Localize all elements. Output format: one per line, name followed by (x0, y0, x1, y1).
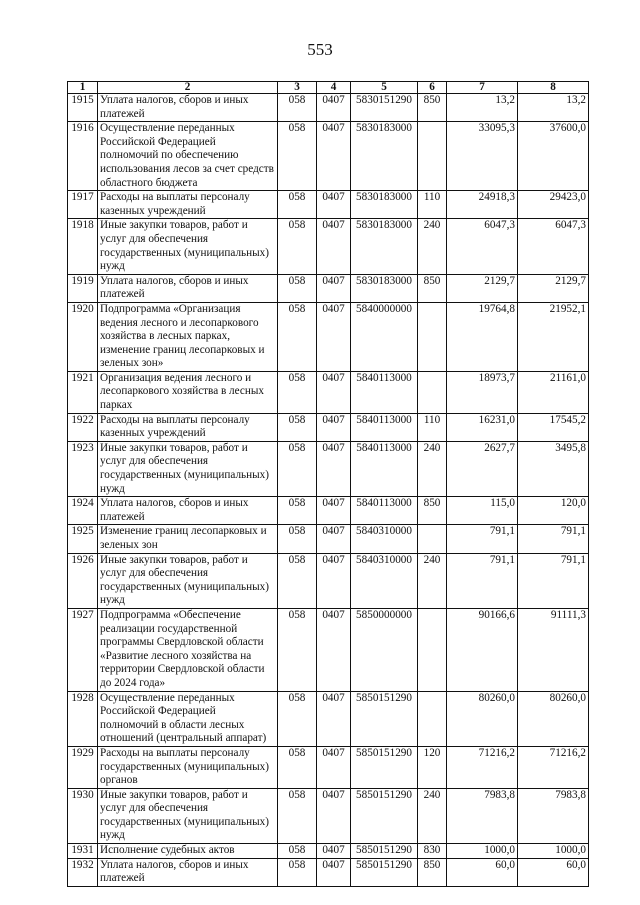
amount-year-1-cell: 1000,0 (447, 844, 518, 859)
amount-year-1-cell: 18973,7 (447, 371, 518, 413)
expense-type-code-cell: 240 (418, 219, 447, 274)
amount-year-2-cell: 1000,0 (518, 844, 589, 859)
ministry-code-cell: 058 (278, 413, 317, 441)
table-row (68, 413, 589, 441)
amount-year-1-cell: 2129,7 (447, 274, 518, 302)
row-number-cell: 1924 (68, 497, 98, 525)
section-code-cell: 0407 (317, 302, 351, 371)
target-article-code-cell: 5850000000 (351, 608, 418, 691)
expense-type-code-cell (418, 608, 447, 691)
target-article-code-cell: 5830183000 (351, 274, 418, 302)
row-number-cell: 1932 (68, 858, 98, 886)
row-number-cell: 1916 (68, 122, 98, 191)
target-article-code-cell: 5850151290 (351, 844, 418, 859)
target-article-code-cell: 5830183000 (351, 122, 418, 191)
header-cell: 7 (447, 82, 518, 94)
ministry-code-cell: 058 (278, 858, 317, 886)
item-name-cell: Иные закупки товаров, работ и услуг для обеспечения государственных (муниципальных) нужд (98, 219, 278, 274)
amount-year-2-cell: 80260,0 (518, 691, 589, 746)
ministry-code-cell: 058 (278, 553, 317, 608)
target-article-code-cell: 5840113000 (351, 413, 418, 441)
ministry-code-cell: 058 (278, 94, 317, 122)
amount-year-1-cell: 2627,7 (447, 441, 518, 496)
ministry-code-cell: 058 (278, 788, 317, 843)
amount-year-1-cell: 24918,3 (447, 191, 518, 219)
table-row (68, 858, 589, 886)
target-article-code-cell: 5840113000 (351, 441, 418, 496)
amount-year-1-cell: 791,1 (447, 525, 518, 553)
row-number-cell: 1928 (68, 691, 98, 746)
ministry-code-cell: 058 (278, 274, 317, 302)
target-article-code-cell: 5830151290 (351, 94, 418, 122)
row-number-cell: 1922 (68, 413, 98, 441)
expense-type-code-cell (418, 371, 447, 413)
section-code-cell: 0407 (317, 691, 351, 746)
ministry-code-cell: 058 (278, 191, 317, 219)
ministry-code-cell: 058 (278, 746, 317, 788)
item-name-cell: Расходы на выплаты персоналу казенных учреждений (98, 413, 278, 441)
expense-type-code-cell: 850 (418, 497, 447, 525)
amount-year-2-cell: 7983,8 (518, 788, 589, 843)
table-row (68, 497, 589, 525)
ministry-code-cell: 058 (278, 302, 317, 371)
row-number-cell: 1920 (68, 302, 98, 371)
section-code-cell: 0407 (317, 497, 351, 525)
header-cell: 4 (317, 82, 351, 94)
amount-year-2-cell: 17545,2 (518, 413, 589, 441)
item-name-cell: Осуществление переданных Российской Федерацией полномочий по обеспечению использования лесов за счет средств областного бюджета (98, 122, 278, 191)
table-row (68, 274, 589, 302)
amount-year-1-cell: 33095,3 (447, 122, 518, 191)
item-name-cell: Расходы на выплаты персоналу казенных учреждений (98, 191, 278, 219)
item-name-cell: Иные закупки товаров, работ и услуг для обеспечения государственных (муниципальных) нужд (98, 441, 278, 496)
section-code-cell: 0407 (317, 746, 351, 788)
row-number-cell: 1915 (68, 94, 98, 122)
amount-year-2-cell: 37600,0 (518, 122, 589, 191)
ministry-code-cell: 058 (278, 525, 317, 553)
item-name-cell: Уплата налогов, сборов и иных платежей (98, 858, 278, 886)
expense-type-code-cell: 850 (418, 274, 447, 302)
amount-year-2-cell: 21161,0 (518, 371, 589, 413)
header-cell: 3 (278, 82, 317, 94)
target-article-code-cell: 5850151290 (351, 746, 418, 788)
row-number-cell: 1919 (68, 274, 98, 302)
item-name-cell: Организация ведения лесного и лесопаркового хозяйства в лесных парках (98, 371, 278, 413)
item-name-cell: Изменение границ лесопарковых и зеленых зон (98, 525, 278, 553)
section-code-cell: 0407 (317, 858, 351, 886)
item-name-cell: Уплата налогов, сборов и иных платежей (98, 497, 278, 525)
section-code-cell: 0407 (317, 191, 351, 219)
target-article-code-cell: 5850151290 (351, 788, 418, 843)
page-number: 553 (307, 40, 333, 59)
row-number-cell: 1927 (68, 608, 98, 691)
table-body (68, 94, 589, 887)
amount-year-1-cell: 115,0 (447, 497, 518, 525)
section-code-cell: 0407 (317, 122, 351, 191)
row-number-cell: 1929 (68, 746, 98, 788)
row-number-cell: 1923 (68, 441, 98, 496)
table-row (68, 94, 589, 122)
amount-year-1-cell: 60,0 (447, 858, 518, 886)
target-article-code-cell: 5840113000 (351, 371, 418, 413)
section-code-cell: 0407 (317, 608, 351, 691)
expense-type-code-cell: 240 (418, 788, 447, 843)
expense-type-code-cell (418, 122, 447, 191)
target-article-code-cell: 5840000000 (351, 302, 418, 371)
section-code-cell: 0407 (317, 788, 351, 843)
ministry-code-cell: 058 (278, 441, 317, 496)
target-article-code-cell: 5840310000 (351, 525, 418, 553)
amount-year-1-cell: 6047,3 (447, 219, 518, 274)
expense-type-code-cell: 110 (418, 413, 447, 441)
amount-year-2-cell: 6047,3 (518, 219, 589, 274)
section-code-cell: 0407 (317, 525, 351, 553)
table-row (68, 122, 589, 191)
amount-year-2-cell: 91111,3 (518, 608, 589, 691)
table-row (68, 302, 589, 371)
target-article-code-cell: 5840310000 (351, 553, 418, 608)
section-code-cell: 0407 (317, 413, 351, 441)
amount-year-2-cell: 71216,2 (518, 746, 589, 788)
amount-year-1-cell: 791,1 (447, 553, 518, 608)
section-code-cell: 0407 (317, 219, 351, 274)
item-name-cell: Иные закупки товаров, работ и услуг для обеспечения государственных (муниципальных) нужд (98, 553, 278, 608)
ministry-code-cell: 058 (278, 844, 317, 859)
expense-type-code-cell: 850 (418, 858, 447, 886)
item-name-cell: Подпрограмма «Организация ведения лесного и лесопаркового хозяйства в лесных парках, изменение границ лесопарковых и зеленых зон» (98, 302, 278, 371)
amount-year-2-cell: 120,0 (518, 497, 589, 525)
amount-year-1-cell: 71216,2 (447, 746, 518, 788)
table-row (68, 553, 589, 608)
header-cell: 5 (351, 82, 418, 94)
amount-year-1-cell: 7983,8 (447, 788, 518, 843)
table-row (68, 608, 589, 691)
amount-year-1-cell: 16231,0 (447, 413, 518, 441)
ministry-code-cell: 058 (278, 691, 317, 746)
item-name-cell: Подпрограмма «Обеспечение реализации государственной программы Свердловской области «Развитие лесного хозяйства на территории Свердловской области до 2024 года» (98, 608, 278, 691)
table-row (68, 844, 589, 859)
amount-year-2-cell: 60,0 (518, 858, 589, 886)
table-row (68, 371, 589, 413)
target-article-code-cell: 5850151290 (351, 858, 418, 886)
section-code-cell: 0407 (317, 553, 351, 608)
table-row (68, 219, 589, 274)
table-row (68, 691, 589, 746)
item-name-cell: Осуществление переданных Российской Федерацией полномочий в области лесных отношений (центральный аппарат) (98, 691, 278, 746)
expense-type-code-cell (418, 302, 447, 371)
row-number-cell: 1921 (68, 371, 98, 413)
header-row (68, 82, 589, 94)
table-row (68, 788, 589, 843)
target-article-code-cell: 5850151290 (351, 691, 418, 746)
section-code-cell: 0407 (317, 274, 351, 302)
item-name-cell: Уплата налогов, сборов и иных платежей (98, 94, 278, 122)
section-code-cell: 0407 (317, 441, 351, 496)
row-number-cell: 1917 (68, 191, 98, 219)
expense-type-code-cell: 120 (418, 746, 447, 788)
ministry-code-cell: 058 (278, 219, 317, 274)
ministry-code-cell: 058 (278, 371, 317, 413)
amount-year-2-cell: 29423,0 (518, 191, 589, 219)
row-number-cell: 1930 (68, 788, 98, 843)
row-number-cell: 1918 (68, 219, 98, 274)
table-row (68, 746, 589, 788)
expense-type-code-cell: 240 (418, 553, 447, 608)
expense-type-code-cell: 850 (418, 94, 447, 122)
amount-year-2-cell: 21952,1 (518, 302, 589, 371)
expense-type-code-cell: 110 (418, 191, 447, 219)
amount-year-1-cell: 19764,8 (447, 302, 518, 371)
item-name-cell: Иные закупки товаров, работ и услуг для обеспечения государственных (муниципальных) нужд (98, 788, 278, 843)
ministry-code-cell: 058 (278, 122, 317, 191)
header-cell: 1 (68, 82, 98, 94)
section-code-cell: 0407 (317, 844, 351, 859)
expense-type-code-cell (418, 691, 447, 746)
table-row (68, 525, 589, 553)
amount-year-2-cell: 791,1 (518, 525, 589, 553)
budget-table (67, 81, 589, 887)
amount-year-1-cell: 90166,6 (447, 608, 518, 691)
table-row (68, 441, 589, 496)
item-name-cell: Расходы на выплаты персоналу государственных (муниципальных) органов (98, 746, 278, 788)
expense-type-code-cell: 830 (418, 844, 447, 859)
target-article-code-cell: 5840113000 (351, 497, 418, 525)
target-article-code-cell: 5830183000 (351, 219, 418, 274)
amount-year-1-cell: 13,2 (447, 94, 518, 122)
amount-year-2-cell: 3495,8 (518, 441, 589, 496)
table-row (68, 191, 589, 219)
ministry-code-cell: 058 (278, 497, 317, 525)
section-code-cell: 0407 (317, 371, 351, 413)
header-cell: 2 (98, 82, 278, 94)
expense-type-code-cell: 240 (418, 441, 447, 496)
target-article-code-cell: 5830183000 (351, 191, 418, 219)
header-cell: 6 (418, 82, 447, 94)
item-name-cell: Уплата налогов, сборов и иных платежей (98, 274, 278, 302)
section-code-cell: 0407 (317, 94, 351, 122)
row-number-cell: 1925 (68, 525, 98, 553)
amount-year-2-cell: 2129,7 (518, 274, 589, 302)
item-name-cell: Исполнение судебных актов (98, 844, 278, 859)
amount-year-2-cell: 13,2 (518, 94, 589, 122)
amount-year-2-cell: 791,1 (518, 553, 589, 608)
row-number-cell: 1926 (68, 553, 98, 608)
row-number-cell: 1931 (68, 844, 98, 859)
amount-year-1-cell: 80260,0 (447, 691, 518, 746)
ministry-code-cell: 058 (278, 608, 317, 691)
header-cell: 8 (518, 82, 589, 94)
expense-type-code-cell (418, 525, 447, 553)
